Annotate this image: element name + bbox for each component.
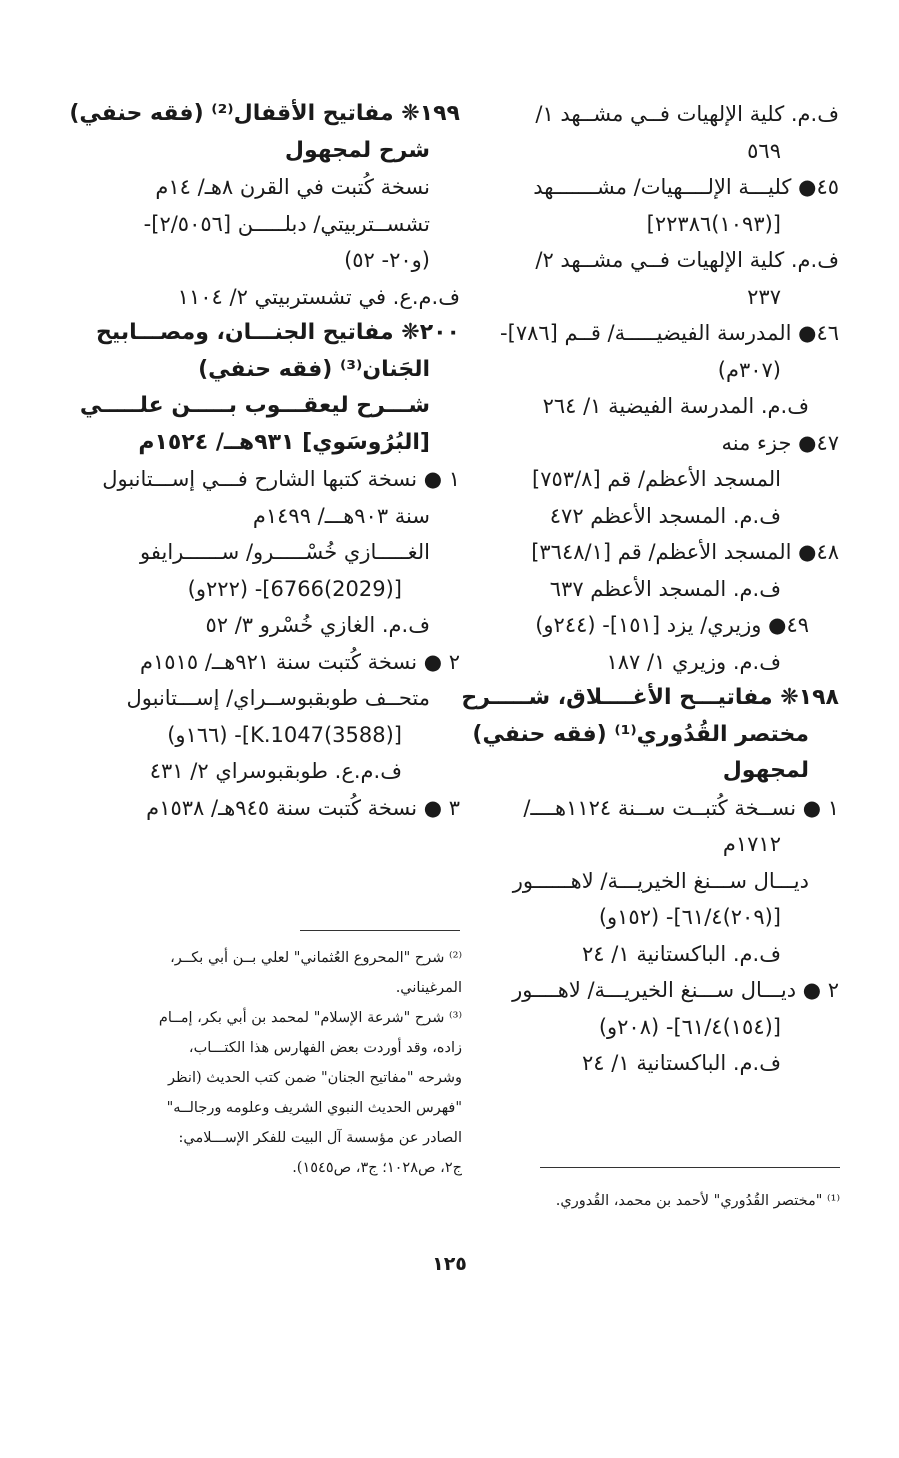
text-line: ف.م. كلية الإلهيات فــي مشــهد ٢/	[535, 248, 839, 272]
entry-title: شـــرح ليعقـــوب بـــــن علـــــي	[79, 393, 430, 418]
text-line: ديـــال ســـنغ الخيريـــة/ لاهــــــور	[512, 868, 809, 893]
footnote-line: ⁽¹⁾ "مختصر القُدُوري" لأحمد بن محمد، القُدوري.	[555, 1193, 840, 1209]
text-line: ٥٦٩	[747, 138, 781, 163]
text-line: (و٢٠- ٥٢)	[344, 248, 430, 272]
text-line: ١ ● نسخة كتبها الشارح فـــي إســـتانبول	[102, 467, 460, 491]
footnote-line: ج٢، ص١٠٢٨؛ ج٣، ص١٥٤٥).	[292, 1160, 462, 1176]
text-line: ف.م.ع. طوبقبوسراي ٢/ ٤٣١	[149, 759, 402, 783]
footnotes-left	[112, 943, 462, 1183]
text-line: نسخة كُتبت في القرن ٨هـ/ ١٤م	[155, 175, 430, 199]
text-line: متحــف طوبقبوســراي/ إســـتانبول	[126, 686, 430, 710]
entry-title: [البُرُوسَوي] ٩٣١هــ/ ١٥٢٤م	[138, 429, 430, 455]
right-column	[461, 96, 839, 1082]
text-line: ١ ● نســخة كُتبــت ســنة ١١٢٤هــــ/	[523, 795, 839, 820]
footnote-line: المرغيناني.	[395, 980, 462, 996]
text-line: ف.م. وزيري ١/ ١٨٧	[606, 649, 781, 674]
text-line: [(٢٠٩)٦١/٤]- (١٥٢و)	[598, 905, 781, 929]
text-line: ٤٨● المسجد الأعظم/ قم [٣٦٤٨/١]	[531, 540, 839, 564]
text-line: المسجد الأعظم/ قم [٧٥٣/٨]	[532, 467, 781, 491]
text-line: ف.م. الباكستانية ١/ ٢٤	[582, 1051, 781, 1075]
text-line: [(١٥٤)٦١/٤]- (٢٠٨و)	[598, 1014, 781, 1039]
entry-title: الجَنان⁽³⁾ (فقه حنفي)	[198, 356, 430, 382]
entry-title: مختصر القُدُوري⁽¹⁾ (فقه حنفي)	[472, 721, 809, 747]
entry-title: شرح لمجهول	[284, 137, 430, 163]
entry-title: ٢٠٠❋ مفاتيح الجنـــان، ومصـــابيح	[95, 320, 460, 345]
left-column	[69, 96, 460, 826]
footnote-separator	[540, 1167, 840, 1168]
text-line: سنة ٩٠٣هـــ/ ١٤٩٩م	[252, 503, 430, 528]
entry-title: ١٩٨❋ مفاتيـــح الأغــــلاق، شـــــرح	[461, 685, 839, 710]
text-line: ف.م. الغازي خُسْرو ٣/ ٥٢	[205, 613, 430, 637]
text-line: ٢ ● نسخة كُتبت سنة ٩٢١هــ/ ١٥١٥م	[140, 649, 460, 674]
text-line: ٤٧● جزء منه	[721, 430, 839, 455]
footnote-line: "فهرس الحديث النبوي الشريف وعلومه ورجالــه"	[166, 1100, 462, 1116]
text-line: ٤٦● المدرسة الفيضيـــــة/ قــم [٧٨٦]-	[500, 321, 839, 345]
text-line: (٣٠٧م)	[717, 357, 781, 382]
footnote-line: الصادر عن مؤسسة آل البيت للفكر الإســـلامي:	[178, 1130, 462, 1146]
footnote-line: ⁽³⁾ شرح "شرعة الإسلام" لمحمد بن أبي بكر، إمــام	[158, 1010, 462, 1026]
text-line: [(١٠٩٣)٢٢٣٨٦]	[646, 211, 781, 236]
footnote-separator	[300, 930, 460, 931]
text-line: ٣ ● نسخة كُتبت سنة ٩٤٥هـ/ ١٥٣٨م	[146, 795, 460, 820]
text-line: ٢٣٧	[747, 284, 781, 309]
page-number: ١٢٥	[432, 1253, 467, 1275]
text-line: ف.م. المسجد الأعظم ٤٧٢	[549, 503, 781, 528]
footnote-line: ⁽²⁾ شرح "المحروع العُثماني" لعلي بــن أبي بكــر،	[170, 950, 462, 966]
entry-title: لمجهول	[722, 758, 809, 783]
text-line: ف.م.ع. في تشستربيتي ٢/ ١١٠٤	[177, 284, 460, 309]
text-line: الغـــــازي خُسْـــــرو/ ســــــرايفو	[140, 540, 430, 564]
text-line: [(3588)K.1047]- (١٦٦و)	[167, 722, 402, 747]
text-line: تشســتربيتي/ دبلـــــن [٢/٥٠٥٦]-	[143, 211, 430, 236]
text-line: ١٧١٢م	[722, 832, 781, 856]
text-line: ف.م. الباكستانية ١/ ٢٤	[582, 941, 781, 966]
text-line: ٤٥● كليـــة الإلــــهيات/ مشـــــــهد	[533, 175, 839, 199]
footnote-line: زاده، وقد أوردت بعض الفهارس هذا الكتـــاب،	[188, 1040, 462, 1056]
text-line: [(2029)6766]- (٢٢٢و)	[187, 576, 402, 601]
text-line: ف.م. كلية الإلهيات فــي مشــهد ١/	[535, 102, 839, 126]
entry-title: ١٩٩❋ مفاتيح الأقفال⁽²⁾ (فقه حنفي)	[69, 101, 460, 126]
footnote-line: وشرحه "مفاتيح الجنان" ضمن كتب الحديث (انظر	[168, 1070, 462, 1086]
text-line: ٢ ● ديـــال ســـنغ الخيريـــة/ لاهــــور	[512, 978, 839, 1002]
text-line: ٤٩● وزيري/ يزد [١٥١]- (٢٤٤و)	[535, 613, 809, 637]
text-line: ف.م. المدرسة الفيضية ١/ ٢٦٤	[542, 394, 809, 418]
footnotes-right	[480, 1186, 840, 1216]
text-line: ف.م. المسجد الأعظم ٦٣٧	[549, 576, 781, 601]
